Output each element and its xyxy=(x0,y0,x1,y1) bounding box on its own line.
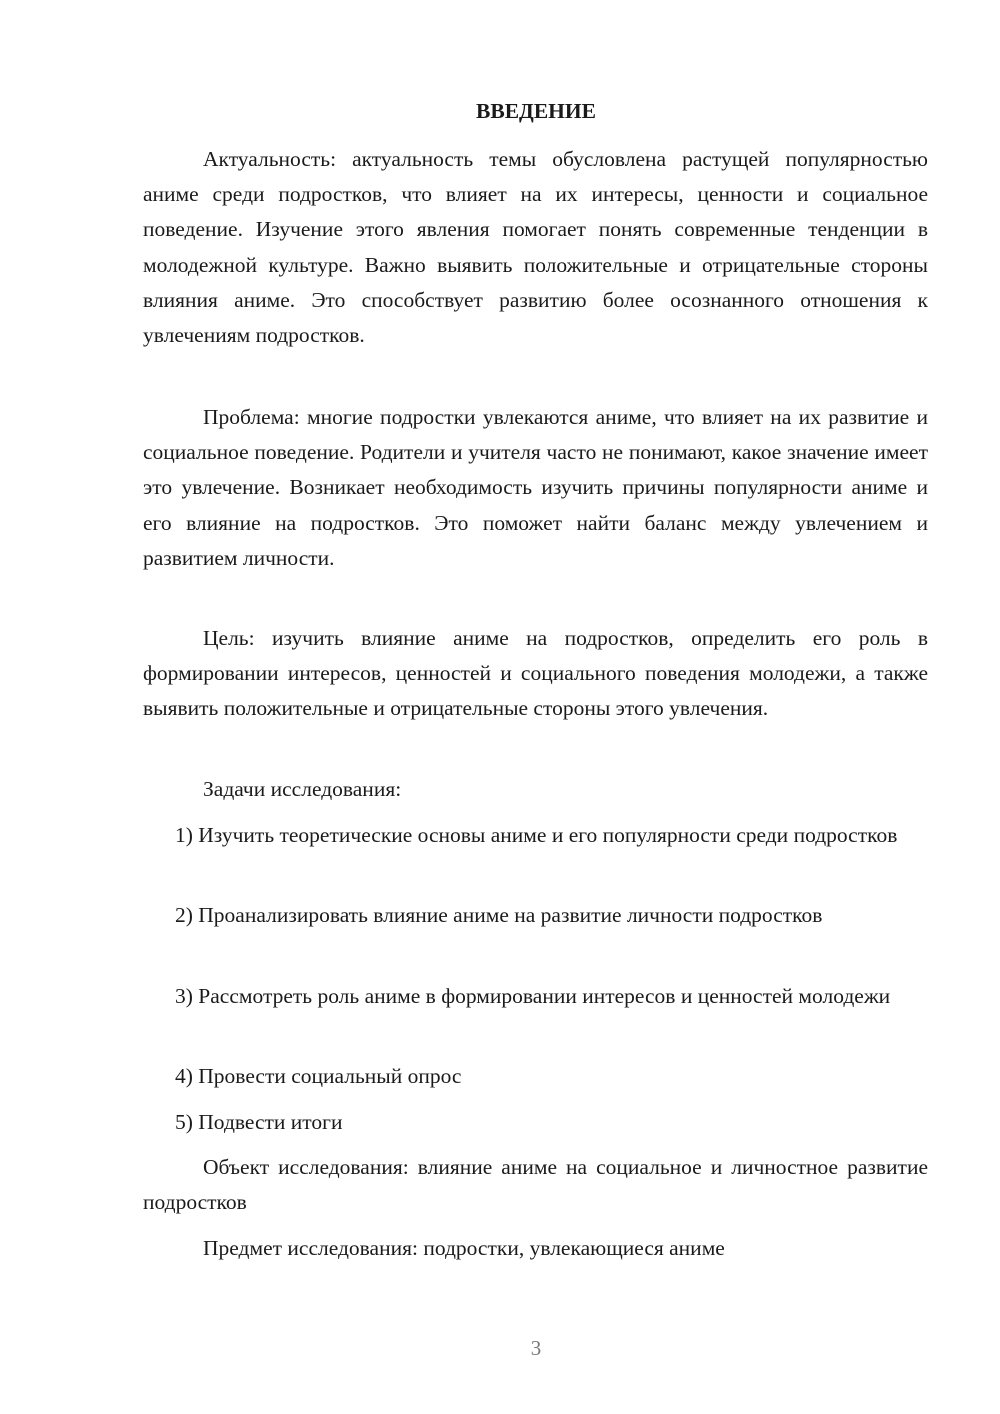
page-number: 3 xyxy=(530,1336,542,1360)
list-item-task-3: 3) Рассмотреть роль аниме в формировании интересов и ценностей молодежи xyxy=(175,984,891,1008)
section-heading: ВВЕДЕНИЕ xyxy=(476,99,596,123)
paragraph-goal: Цель: изучить влияние аниме на подростков, определить его роль в формировании интересов, ценностей и социального поведения молодежи, а также выявить положительные и отрицательные стороны этого увлечения. xyxy=(143,626,928,721)
paragraph-subject: Предмет исследования: подростки, увлекающиеся аниме xyxy=(203,1236,725,1260)
list-item-task-5: 5) Подвести итоги xyxy=(175,1110,343,1134)
list-item-task-2: 2) Проанализировать влияние аниме на развитие личности подростков xyxy=(175,903,823,927)
tasks-title: Задачи исследования: xyxy=(203,777,402,801)
paragraph-problem: Проблема: многие подростки увлекаются аниме, что влияет на их развитие и социальное поведение. Родители и учителя часто не понимают, какое значение имеет это увлечение. Возникает необходимость изучить причины популярности аниме и его влияние на подростков. Это поможет найти баланс между увлечением и развитием личности. xyxy=(143,405,928,570)
list-item-task-1: 1) Изучить теоретические основы аниме и его популярности среди подростков xyxy=(175,823,898,847)
paragraph-relevance: Актуальность: актуальность темы обусловлена растущей популярностью аниме среди подростков, что влияет на их интересы, ценности и социальное поведение. Изучение этого явления помогает понять современные тенденции в молодежной культуре. Важно выявить положительные и отрицательные стороны влияния аниме. Это способствует развитию более осознанного отношения к увлечениям подростков. xyxy=(143,147,928,348)
list-item-task-4: 4) Провести социальный опрос xyxy=(175,1064,462,1088)
paragraph-object: Объект исследования: влияние аниме на социальное и личностное развитие подростков xyxy=(143,1155,928,1215)
